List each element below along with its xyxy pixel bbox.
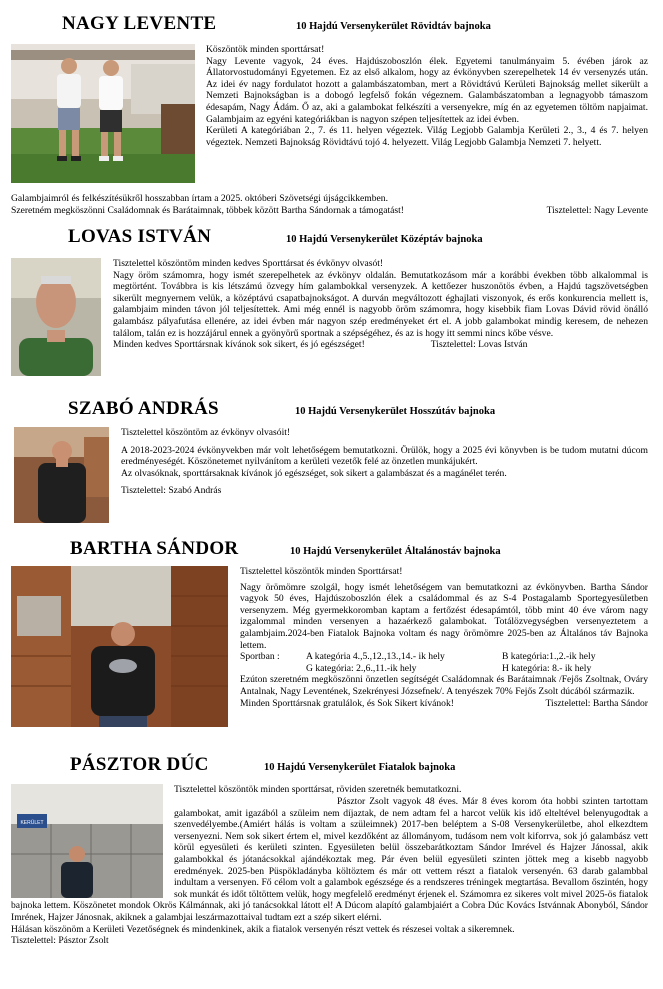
paragraph: Nagy öröm számomra, hogy ismét szerepelhetek az évkönyv oldalán. Bemutatkozásom már a korábbi években több alkalommal is megtörtént. Továbbra is kis létszámú özvegy hím galambokkal versenyzek. A kettőezer huszonötös évben, a Hajdú tagszövetségben sikerült megnyernem velük, a középtávú csapatbajnokságot. A durván megváltozott éghajlati viszonyok, és erős konkurencia mellett is, galambjaim minden távon jól teljesítettek. Ami még ennél is nagyobb öröm számomra, hogy kisebbik fiam Lovas Dávid rövid önálló galambász pályafutása ellenére, az idei évben már nagyon szép eredményeket ért el. A jobb galambokat mindig keresem, de nehezen találom, talán ez is hozzájárul ennek a gyönyörű sportnak a szépségéhez, és az is hogy itt semmi nincs kőbe vésve.: [113, 269, 648, 339]
category-spacer: [240, 663, 306, 675]
person-name: LOVAS ISTVÁN: [68, 226, 212, 247]
paragraph: Galambjaimról és felkészítésükről hosszabban írtam a 2025. októberi Szövetségi újságcikkemben.: [11, 193, 388, 204]
greeting: Tisztelettel köszöntöm minden kedves Sporttársat és évkönyv olvasót!: [113, 258, 384, 269]
photo-bartha-sandor: [11, 566, 228, 727]
section-szabo-andras: [0, 396, 663, 530]
paragraph: Az olvasóknak, sporttársaknak kívánok jó egészséget, sok sikert a galambászat és a magánélet terén.: [121, 467, 507, 479]
greeting: Tisztelettel köszöntök minden Sporttársat!: [240, 566, 403, 577]
photo-nagy-levente: [11, 44, 195, 183]
photo-wrap-spacer: [11, 796, 174, 898]
signature: Tisztelettel: Szabó András: [121, 485, 222, 497]
signature: Tisztelettel: Nagy Levente: [546, 204, 648, 216]
category-results: [240, 651, 648, 663]
paragraph: A 2018-2023-2024 évkönyvekben már volt lehetőségem bemutatkozni. Örülök, hogy a 2025 évi könyvben is be tudom mutatni dúcom eredményeségét. Köszönetemet nyilvánítom a kerületi vezetők felé az önzetlen munkájukért.: [121, 444, 648, 468]
closing: Minden Sporttársnak gratulálok, és Sok Sikert kívánok!: [240, 697, 454, 709]
paragraph: Ezúton szeretném megköszönni önzetlen segítségét Családomnak és Barátaimnak /Fejős Zsoltnak, Ováry Antalnak, Nagy Leventének, Szekrényesi Józsefnek/. A tenyészek 70% Fejős Zsolt dúcából származik.: [240, 674, 648, 697]
sign-text: KERÜLET: [20, 820, 44, 826]
greeting: Tisztelettel köszöntök minden sporttársat, röviden szeretnék bemutatkozni.: [174, 784, 462, 795]
greeting: Köszöntök minden sporttársat!: [206, 44, 325, 55]
section-bartha-sandor: [0, 534, 663, 746]
closing-row: [240, 698, 648, 710]
bottom-text: [11, 193, 648, 216]
photo-szabo-andras: [14, 427, 109, 523]
section-nagy-levente: [0, 0, 663, 220]
paragraph: Pásztor Zsolt vagyok 48 éves. Már 8 éves korom óta hobbi szinten tartottam galambokat, amit igazából a szüleim nem díjaztak, de nem adtam fel a harcot velük kis idő elteltével belenyugodtak a szenvedélyembe.(Amiért hálás is voltam a szüleimnek) 2017-ben beléptem a S-08 Versenykerületbe, ahol elkezdtem versenyezni. Nem sok sikert értem el, mivel kezdőként az állományom, tudásom nem volt kiforrva, sok jó galambász vett körül egyesületi és kerületi szinten. Egyesületen belül összebarátkoztam Sándor Imrével és Hajzer Jánossal, akik galambokkal és jótanácsokkal ajándékoztak meg. Pár éven belül egyesületi szinten jöttek meg a kisebb nagyobb eredmények. 2025-ben Püspökladányba költöztem és már ott vettem részt a fiatalok versenyén. 63 darab galambbal indultam a versenyen. Fő célom volt a galambok egészsége és a rendszeres tréningek megtartása. Bevallom őszintén, hogy sok munkát és időt töltöttem velük, hogy megfelelő eredményt érjenek el. Számomra ez sikeres volt mivel 2025-ös fiatalok bajnoka lettem. Köszönetet mondok Okrös Kálmánnak, aki jó tanácsokkal látott el! A Dúcom alapító galambjaiért a Cobra Dúc Kovács Istvánnak Abonyból, Sándor Imrének, Hajzer Jánosnak, akiknek a galambjai leszármazottaival tudtam ezt a szép sikert elérni.: [11, 796, 648, 923]
intro-text: [206, 44, 648, 148]
person-name: SZABÓ ANDRÁS: [68, 398, 219, 419]
intro-text: [113, 258, 648, 351]
paragraph: Nagy örömömre szolgál, hogy ismét lehetőségem van bemutatkozni az évkönyvben. Bartha Sándor vagyok 50 éves, Hajdúszoboszlón élek a családommal és az S-4 Postagalamb Sportegyesületben versenyzem. Még gyermekkoromban kaptam a fertőzést édesapámtól, több mint 40 éve várom nagy izgalommal minden versenyen a hazaérkező galambokat. Totálözvegységben versenyeztetem a galambjaim.2024-ben Fiatalok Bajnoka voltam és nagy örömömre 2025-ben az Általános táv Bajnoka lettem.: [240, 581, 648, 651]
category-label: Sportban :: [240, 651, 280, 663]
closing: Minden kedves Sporttársnak kívánok sok sikert, és jó egészséget!: [113, 339, 365, 351]
photo-lovas-istvan: [11, 258, 101, 376]
signature: Tisztelettel: Pásztor Zsolt: [11, 935, 109, 947]
category-result: A kategória 4.,5.,12.,13.,14.- ik hely: [306, 651, 445, 663]
person-title: 10 Hajdú Versenykerület Hosszútáv bajnoka: [295, 406, 496, 417]
person-title: 10 Hajdú Versenykerület Fiatalok bajnoka: [264, 762, 456, 773]
person-title: 10 Hajdú Versenykerület Rövidtáv bajnoka: [296, 21, 491, 32]
signature: Tisztelettel: Bartha Sándor: [545, 697, 648, 709]
intro-text: [121, 427, 648, 497]
section-pasztor-duc: [0, 752, 663, 989]
closing: Szeretném megköszönni Családomnak és Barátaimnak, többek között Bartha Sándornak a támogatást!: [11, 204, 404, 216]
category-result: B kategória:1.,2.-ik hely: [502, 651, 596, 663]
person-name: BARTHA SÁNDOR: [70, 538, 239, 559]
body-text: [11, 796, 648, 947]
paragraph: Nagy Levente vagyok, 24 éves. Hajdúszoboszlón élek. Egyetemi tanulmányaim 5. évében járok az Állatorvostudományi Egyetemen. Ez az első alkalom, hogy az évkönyvben szerepelhetek 14 év versenyzés után. Az idei év nagy fordulatot hozott a galambászatomban, mert a Rövidtávú Kerületi Bajnokság mellet sikerült a Nemzeti Bajnokságban is a dobogó legfelső fokán végeznem. Galambászatomban a legnagyobb támaszom édesapám, Nagy Ádám. Ő az, aki a galambokat felkészíti a versenyekre, míg én az egyetemen töltöm napjaimat. Galambjaim az egyéni kategóriákban is nagyon szépen teljesítettek az idei évben.: [206, 55, 648, 125]
category-result: G kategória: 2.,6.,11.-ik hely: [306, 662, 417, 674]
paragraph: Hálásan köszönöm a Kerületi Vezetőségnek és mindenkinek, akik a fiatalok versenyén részt vettek és részesei voltak a sikeremnek.: [11, 923, 515, 935]
intro-text: [174, 784, 648, 796]
paragraph: Kerületi A kategóriában 2., 7. és 11. helyen végeztek. Világ Legjobb Galambja Kerületi 2., 3., 4 és 7. helyen végeztek. Nemzeti Bajnokság Rövidtávú tojó 4. helyezett. Világ Legjobb Galambja Nemzeti 7. helyett.: [206, 125, 648, 148]
section-lovas-istvan: [0, 222, 663, 392]
greeting: Tisztelettel köszöntöm az évkönyv olvasóit!: [121, 427, 291, 438]
category-result: H kategória: 8.- ik hely: [502, 662, 592, 674]
person-name: PÁSZTOR DÚC: [70, 754, 209, 775]
signature: Tisztelettel: Lovas István: [430, 339, 528, 351]
person-title: 10 Hajdú Versenykerület Középtáv bajnoka: [286, 234, 483, 245]
intro-text: [240, 566, 648, 709]
person-name: NAGY LEVENTE: [62, 13, 217, 34]
category-results: [240, 663, 648, 675]
closing-row: [11, 205, 648, 217]
person-title: 10 Hajdú Versenykerület Általánostáv bajnoka: [290, 546, 501, 557]
closing-row: [113, 339, 648, 351]
